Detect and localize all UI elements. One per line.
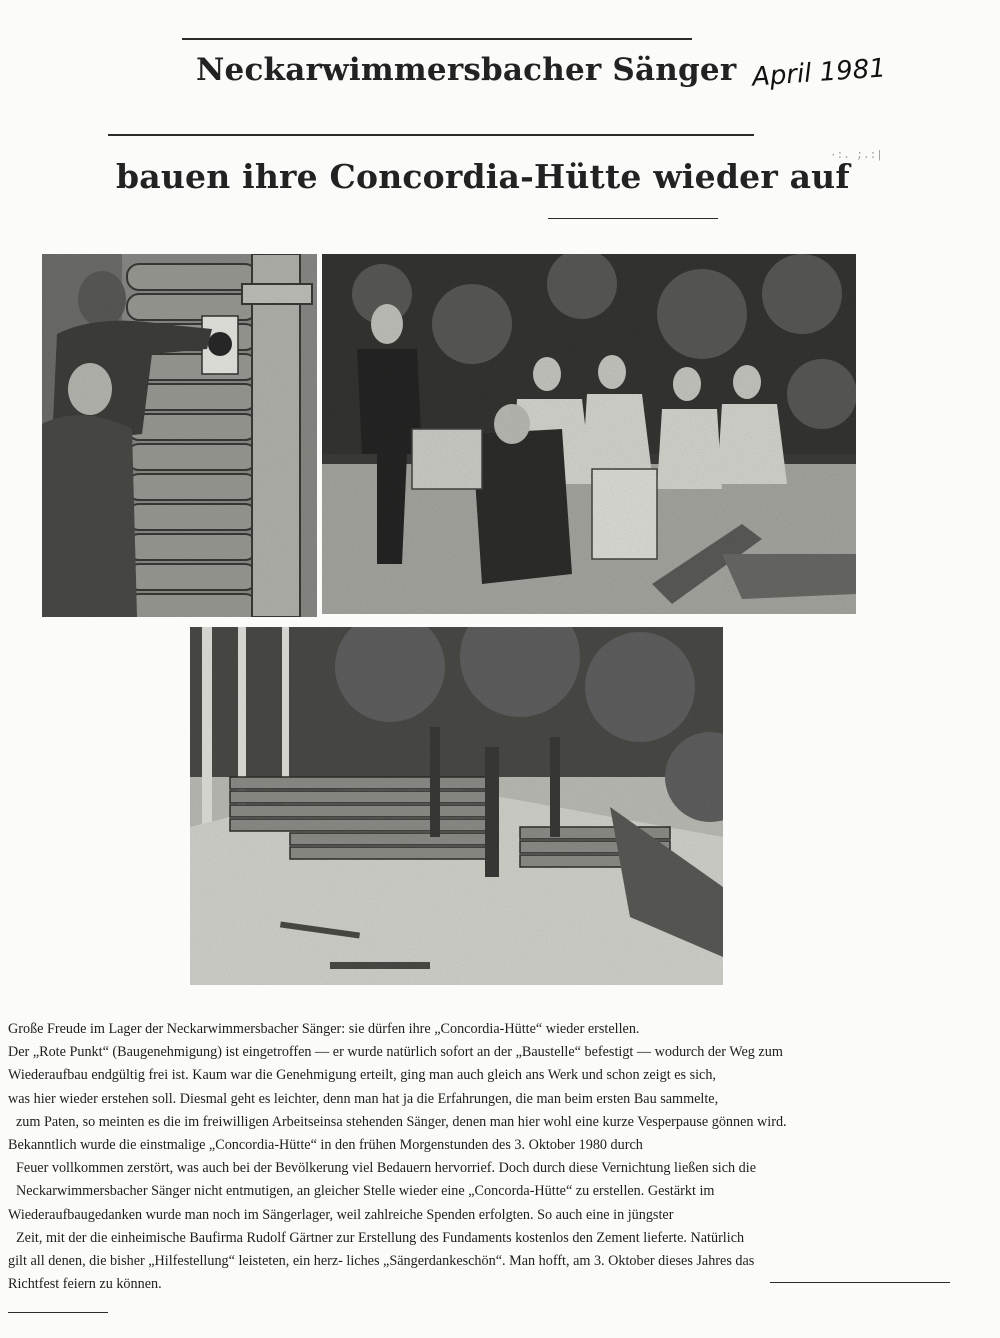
photo-foundation xyxy=(190,627,723,985)
body-line: zum Paten, so meinten es die im freiwilligen Arbeitseinsa stehenden Sänger, denen man hier wohl eine kurze Vesperpause gönnen wird. xyxy=(16,1113,787,1130)
handwritten-date: April 1981 xyxy=(751,53,887,93)
body-line: Wiederaufbaugedanken wurde man noch im Sängerlager, weil zahlreiche Spenden erfolgten. So auch eine in jüngster xyxy=(8,1206,674,1223)
headline-top: Neckarwimmersbacher Sänger xyxy=(196,52,737,88)
body-line: Große Freude im Lager der Neckarwimmersbacher Sänger: sie dürfen ihre „Concordia-Hütte“ wieder erstellen. xyxy=(8,1021,640,1037)
bottom-rule-left xyxy=(8,1312,108,1313)
photo-vesper-break xyxy=(322,254,856,614)
article-body xyxy=(8,1018,992,1296)
middle-rule xyxy=(108,134,754,136)
body-line: gilt all denen, die bisher „Hilfestellung“ leisteten, ein herz- liches „Sängerdankeschön“. Man hofft, am 3. Oktober dieses Jahres das xyxy=(8,1253,755,1270)
scan-smudge: ·:. ;.:| xyxy=(830,150,883,162)
photo-permit-sign xyxy=(42,254,317,617)
body-line: Zeit, mit der die einheimische Baufirma Rudolf Gärtner zur Erstellung des Fundaments kostenlos den Zement lieferte. Natürlich xyxy=(16,1229,745,1246)
top-rule xyxy=(182,38,692,40)
body-line: Der „Rote Punkt“ (Baugenehmigung) ist eingetroffen — er wurde natürlich sofort an der „Baustelle“ befestigt — wodurch der Weg zum xyxy=(8,1044,783,1061)
body-line: Bekanntlich wurde die einstmalige „Concordia-Hütte“ in den frühen Morgenstunden des 3. Oktober 1980 durch xyxy=(8,1137,643,1154)
body-line: Richtfest feiern zu können. xyxy=(8,1276,162,1293)
under-headline-rule xyxy=(548,218,718,219)
body-line: was hier wieder erstehen soll. Diesmal geht es leichter, denn man hat ja die Erfahrungen, die man beim ersten Bau sammelte, xyxy=(8,1090,719,1107)
body-line: Wiederaufbau endgültig frei ist. Kaum war die Genehmigung erteilt, ging man auch gleich ans Werk und schon zeigt es sich, xyxy=(8,1067,716,1084)
body-line: Neckarwimmersbacher Sänger nicht entmutigen, an gleicher Stelle wieder eine „Concorda-Hütte“ zu erstellen. Gestärkt im xyxy=(16,1183,715,1200)
bottom-rule-right xyxy=(770,1282,950,1283)
body-line: Feuer vollkommen zerstört, was auch bei der Bevölkerung viel Bedauern hervorrief. Doch durch diese Vernichtung ließen sich die xyxy=(16,1160,757,1177)
headline-bottom: bauen ihre Concordia-Hütte wieder auf xyxy=(116,157,850,196)
